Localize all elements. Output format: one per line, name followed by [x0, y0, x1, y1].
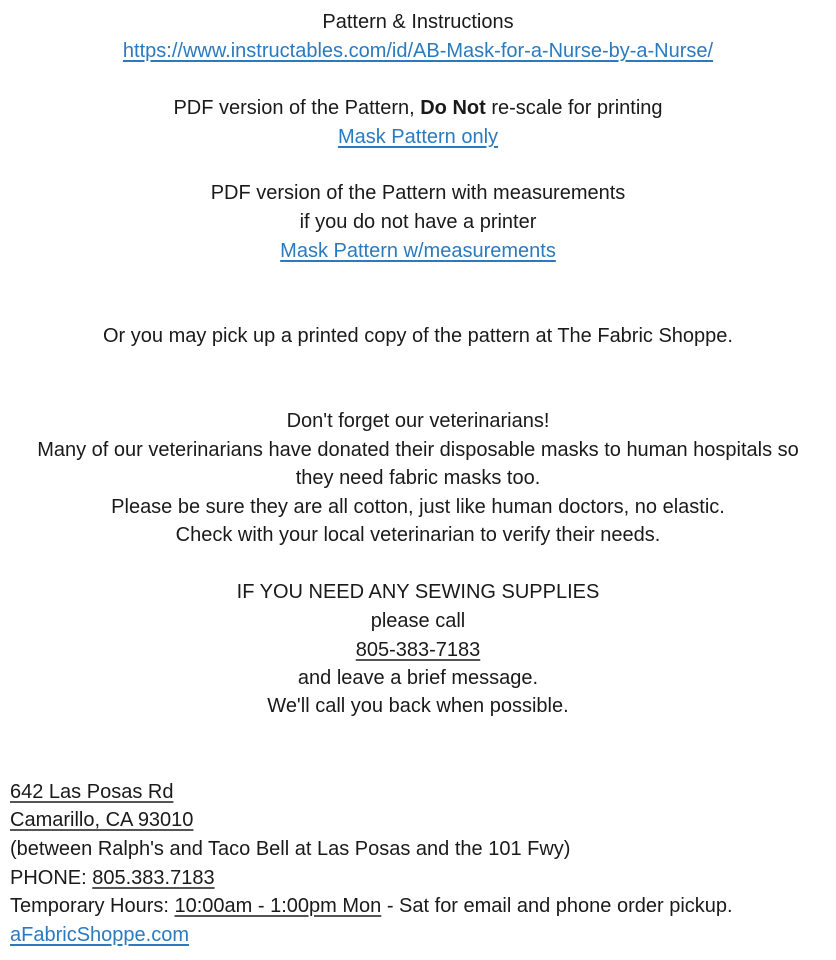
pattern-heading: Pattern & Instructions [322, 11, 514, 33]
pdf-pattern-note-suffix: re-scale for printing [485, 97, 663, 119]
pdf-measurements-line2: if you do not have a printer [299, 211, 537, 233]
hours-suffix: - Sat for email and phone order pickup. [381, 895, 733, 917]
hours-row [10, 892, 830, 920]
address-city-row [10, 806, 830, 834]
website-row [10, 921, 830, 949]
do-not-emphasis: Do Not [420, 97, 486, 119]
instructables-link[interactable]: https://www.instructables.com/id/AB-Mask-for-a-Nurse-by-a-Nurse/ [122, 40, 714, 62]
vet-line2: Many of our veterinarians have donated their disposable masks to human hospitals so [37, 439, 799, 461]
mask-pattern-only-link[interactable]: Mask Pattern only [337, 126, 499, 148]
supplies-line1: IF YOU NEED ANY SEWING SUPPLIES [236, 581, 600, 603]
supplies-line2: please call [370, 610, 466, 632]
directions-text: (between Ralph's and Taco Bell at Las Posas and the 101 Fwy) [10, 838, 571, 860]
pdf-pattern-note [0, 94, 836, 122]
vet-line1: Don't forget our veterinarians! [286, 410, 550, 432]
mask-pattern-only-row [0, 123, 836, 151]
phone-link[interactable]: 805.383.7183 [92, 867, 215, 889]
phone-row [10, 864, 830, 892]
website-link[interactable]: aFabricShoppe.com [10, 924, 189, 946]
vet-line3: they need fabric masks too. [295, 467, 541, 489]
supplies-phone-row [0, 636, 836, 664]
vet-line4: Please be sure they are all cotton, just like human doctors, no elastic. [111, 496, 725, 518]
vet-line5: Check with your local veterinarian to verify their needs. [175, 524, 661, 546]
address-street-link[interactable]: 642 Las Posas Rd [10, 781, 174, 803]
hours-label: Temporary Hours: [10, 895, 175, 917]
supplies-phone-link[interactable]: 805-383-7183 [355, 639, 481, 661]
pdf-pattern-note-prefix: PDF version of the Pattern, [173, 97, 421, 119]
pdf-measurements-line1: PDF version of the Pattern with measurements [210, 182, 626, 204]
mask-pattern-measurements-row [0, 237, 836, 265]
supplies-line3: and leave a brief message. [297, 667, 539, 689]
address-street-row [10, 778, 830, 806]
mask-pattern-measurements-link[interactable]: Mask Pattern w/measurements [280, 240, 556, 262]
supplies-line4: We'll call you back when possible. [267, 695, 569, 717]
instructables-link-row [0, 37, 836, 65]
phone-label: PHONE: [10, 867, 93, 889]
address-city-link[interactable]: Camarillo, CA 93010 [10, 809, 194, 831]
pickup-note: Or you may pick up a printed copy of the pattern at The Fabric Shoppe. [103, 325, 733, 347]
hours-link[interactable]: 10:00am - 1:00pm Mon [174, 895, 382, 917]
